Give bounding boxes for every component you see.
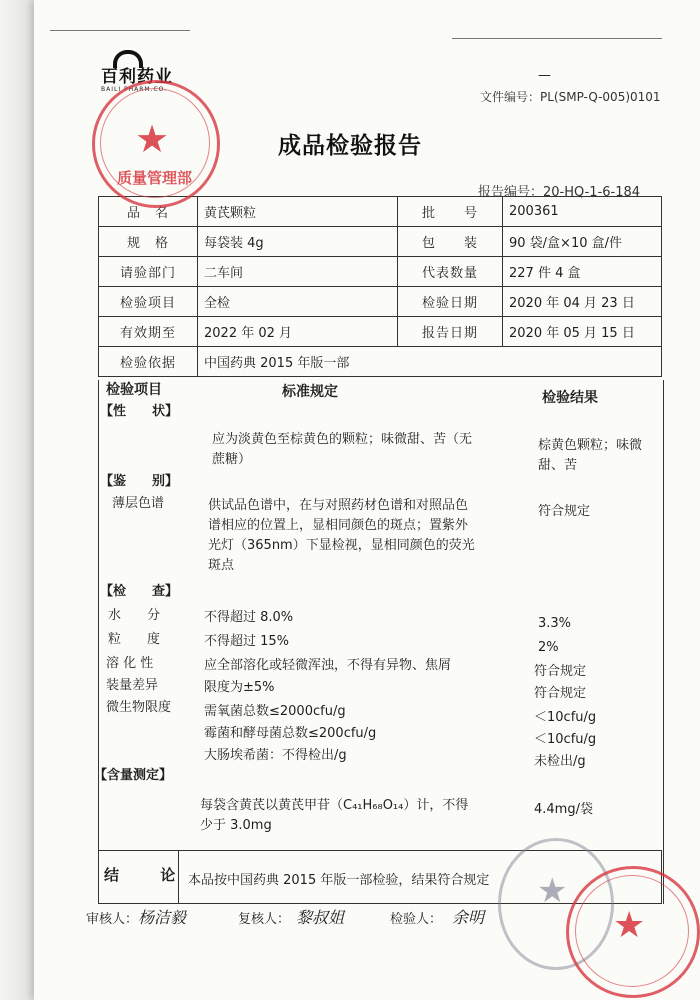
assay-standard-line1: 每袋含黄芪以黄芪甲苷（C₄₁H₆₈O₁₄）计，不得 — [200, 798, 469, 813]
item-label: 检验项目 — [99, 287, 198, 317]
check-name: 溶 化 性 — [106, 656, 154, 671]
check-result: 符合规定 — [534, 686, 587, 701]
table-row — [99, 257, 662, 287]
stamp-star-icon: ★ — [613, 905, 646, 946]
qty-value: 227 件 4 盒 — [503, 257, 662, 287]
check-result: 未检出/g — [534, 754, 586, 769]
item-value: 全检 — [198, 287, 398, 317]
logo-en-text: BAILI PHARM.CO. — [101, 86, 168, 93]
tlc-standard-line2: 谱相应的位置上，显相同颜色的斑点；置紫外 — [208, 518, 469, 533]
qty-label: 代表数量 — [398, 257, 503, 287]
tlc-standard-line3: 光灯（365nm）下显检视，显相同颜色的荧光 — [208, 538, 475, 553]
checker-label: 复核人： — [238, 912, 291, 927]
batch-value: 200361 — [503, 197, 662, 227]
check-standard: 限度为±5% — [204, 680, 275, 695]
col-header-standard: 标准规定 — [282, 384, 338, 400]
reviewer-label: 审核人： — [86, 912, 139, 927]
check-result: 2% — [538, 640, 559, 655]
top-dash-mark: — — [538, 68, 551, 83]
batch-label: 批 号 — [398, 197, 503, 227]
results-box — [98, 380, 664, 904]
inspect-date-value: 2020 年 04 月 23 日 — [503, 287, 662, 317]
section-character: 【性 状】 — [100, 404, 179, 419]
section-identification: 【鉴 别】 — [100, 474, 179, 489]
product-label: 品 名 — [99, 197, 198, 227]
check-result: ＜10cfu/g — [534, 710, 597, 725]
company-stamp-red — [566, 866, 700, 998]
dept-value: 二车间 — [198, 257, 398, 287]
stamp-star-icon: ★ — [537, 871, 568, 911]
inspector-signature: 余明 — [452, 908, 485, 927]
check-standard: 霉菌和酵母菌总数≤200cfu/g — [204, 726, 377, 741]
dept-label: 请验部门 — [99, 257, 198, 287]
character-standard-line2: 蔗糖） — [212, 452, 252, 467]
package-value: 90 袋/盒×10 盒/件 — [503, 227, 662, 257]
check-name: 水 分 — [108, 608, 161, 623]
top-rule-right — [452, 38, 662, 39]
file-number: 文件编号：PL(SMP-Q-005)0101 — [480, 90, 661, 104]
section-check: 【检 查】 — [100, 584, 179, 599]
check-standard: 不得超过 15% — [204, 634, 290, 649]
check-result: 符合规定 — [534, 664, 587, 679]
page-title: 成品检验报告 — [278, 133, 422, 159]
character-result-line1: 棕黄色颗粒；味微 — [538, 438, 643, 453]
assay-result: 4.4mg/袋 — [534, 802, 593, 817]
check-standard: 应全部溶化或轻微浑浊，不得有异物、焦屑 — [204, 658, 452, 673]
reviewer-signature: 杨洁毅 — [138, 908, 187, 927]
package-label: 包 装 — [398, 227, 503, 257]
section-assay: 【含量测定】 — [94, 768, 173, 783]
table-row — [99, 227, 662, 257]
checker-signature: 黎叔姐 — [296, 908, 345, 927]
assay-standard-line2: 少于 3.0mg — [200, 818, 272, 833]
character-standard-line1: 应为淡黄色至棕黄色的颗粒；味微甜、苦（无 — [212, 432, 473, 447]
table-row — [99, 287, 662, 317]
inspector-label: 检验人： — [390, 912, 443, 927]
inspect-date-label: 检验日期 — [398, 287, 503, 317]
conclusion-label: 结 论 — [104, 866, 194, 884]
table-row — [99, 347, 662, 377]
qa-department-stamp — [92, 80, 220, 208]
check-standard: 需氧菌总数≤2000cfu/g — [204, 704, 346, 719]
product-value: 黄芪颗粒 — [198, 197, 398, 227]
col-header-result: 检验结果 — [542, 390, 598, 406]
basis-label: 检验依据 — [99, 347, 198, 377]
report-date-label: 报告日期 — [398, 317, 503, 347]
check-result: 3.3% — [538, 616, 572, 631]
basis-value: 中国药典 2015 年版一部 — [198, 347, 662, 377]
spec-value: 每袋装 4g — [198, 227, 398, 257]
logo-cn-text: 百利药业 — [101, 67, 173, 87]
conclusion-text: 本品按中国药典 2015 年版一部检验，结果符合规定 — [188, 873, 490, 888]
info-table — [98, 196, 662, 377]
report-number: 报告编号：20-HQ-1-6-184 — [478, 185, 641, 200]
check-name: 装量差异 — [106, 678, 159, 693]
check-standard: 大肠埃希菌：不得检出/g — [204, 748, 347, 763]
col-header-item: 检验项目 — [106, 382, 162, 398]
check-name: 粒 度 — [108, 632, 161, 647]
character-result-line2: 甜、苦 — [538, 458, 578, 473]
check-name: 微生物限度 — [106, 700, 172, 715]
expiry-value: 2022 年 02 月 — [198, 317, 398, 347]
check-standard: 不得超过 8.0% — [204, 610, 294, 625]
top-rule-left — [50, 30, 190, 31]
tlc-result: 符合规定 — [538, 504, 591, 519]
check-result: ＜10cfu/g — [534, 732, 597, 747]
table-row — [99, 317, 662, 347]
stamp-star-icon: ★ — [135, 117, 170, 161]
tlc-standard-line4: 斑点 — [208, 558, 235, 573]
tlc-standard-line1: 供试品色谱中，在与对照药材色谱和对照品色 — [208, 498, 469, 513]
report-date-value: 2020 年 05 月 15 日 — [503, 317, 662, 347]
spec-label: 规 格 — [99, 227, 198, 257]
tlc-name: 薄层色谱 — [112, 496, 165, 511]
expiry-label: 有效期至 — [99, 317, 198, 347]
qa-stamp-dept-text: 质量管理部 — [117, 169, 193, 187]
